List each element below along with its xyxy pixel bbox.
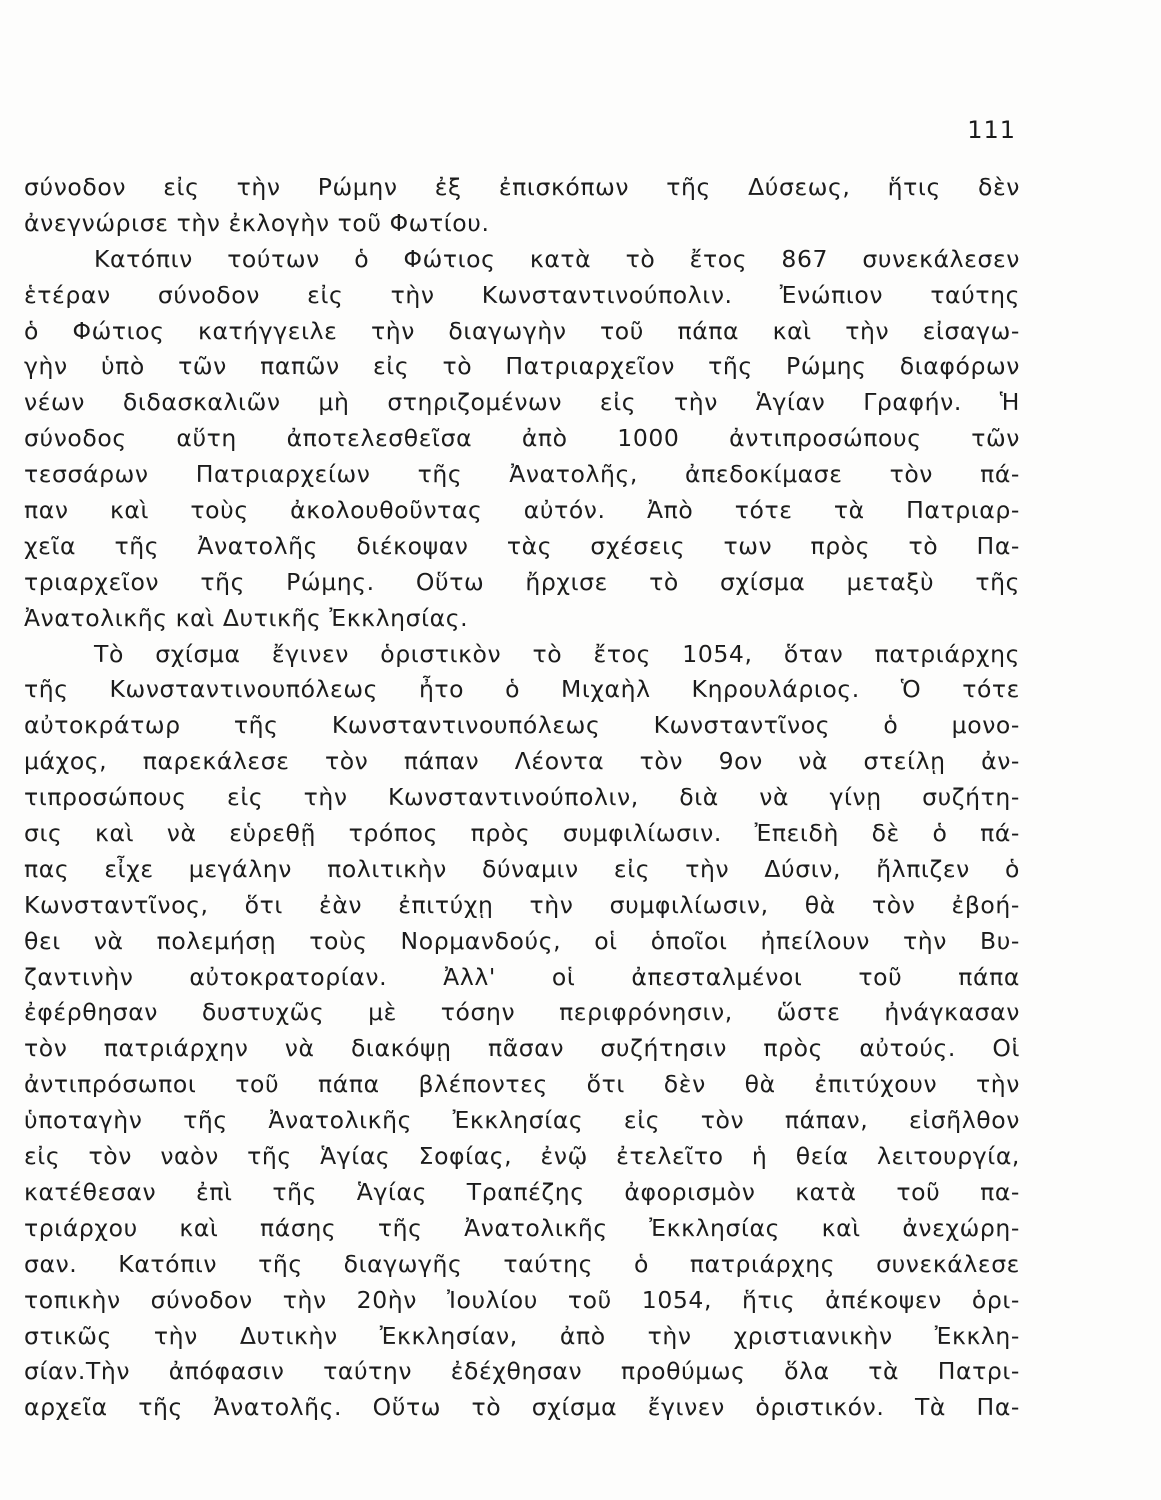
body-text <box>24 170 1020 1426</box>
text-line: τοπικὴν σύνοδον τὴν 20ὴν Ἰουλίου τοῦ 1054, ἥτις ἀπέκοψεν ὁρι- <box>24 1285 1020 1314</box>
text-line: νέων διδασκαλιῶν μὴ στηριζομένων εἰς τὴν Ἁγίαν Γραφήν. Ἡ <box>24 388 1020 417</box>
text-line: ἀντιπρόσωποι τοῦ πάπα βλέποντες ὅτι δὲν θὰ ἐπιτύχουν τὴν <box>24 1070 1020 1099</box>
text-line: εἰς τὸν ναὸν τῆς Ἁγίας Σοφίας, ἐνῷ ἐτελεῖτο ἡ θεία λειτουργία, <box>24 1142 1020 1171</box>
text-line: σαν. Κατόπιν τῆς διαγωγῆς ταύτης ὁ πατριάρχης συνεκάλεσε <box>24 1249 1020 1278</box>
text-line: γὴν ὑπὸ τῶν παπῶν εἰς τὸ Πατριαρχεῖον τῆς Ρώμης διαφόρων <box>24 352 1020 381</box>
text-line: σις καὶ νὰ εὑρεθῇ τρόπος πρὸς συμφιλίωσιν. Ἐπειδὴ δὲ ὁ πά- <box>24 819 1020 848</box>
text-line: κατέθεσαν ἐπὶ τῆς Ἁγίας Τραπέζης ἀφορισμὸν κατὰ τοῦ πα- <box>24 1177 1020 1206</box>
text-line: τριαρχεῖον τῆς Ρώμης. Οὕτω ἤρχισε τὸ σχίσμα μεταξὺ τῆς <box>24 567 1020 596</box>
text-line: μάχος, παρεκάλεσε τὸν πάπαν Λέοντα τὸν 9ον νὰ στείλῃ ἀν- <box>24 747 1020 776</box>
text-line: αρχεῖα τῆς Ἀνατολῆς. Οὕτω τὸ σχίσμα ἔγινεν ὁριστικόν. Τὰ Πα- <box>24 1393 1020 1422</box>
text-line: ὑποταγὴν τῆς Ἀνατολικῆς Ἐκκλησίας εἰς τὸν πάπαν, εἰσῆλθον <box>24 1106 1020 1135</box>
text-line: σύνοδος αὕτη ἀποτελεσθεῖσα ἀπὸ 1000 ἀντιπροσώπους τῶν <box>24 424 1020 453</box>
text-line: τριάρχου καὶ πάσης τῆς Ἀνατολικῆς Ἐκκλησίας καὶ ἀνεχώρη- <box>24 1213 1020 1242</box>
text-line: ἐφέρθησαν δυστυχῶς μὲ τόσην περιφρόνησιν, ὥστε ἠνάγκασαν <box>24 998 1020 1027</box>
text-line: ὁ Φώτιος κατήγγειλε τὴν διαγωγὴν τοῦ πάπα καὶ τὴν εἰσαγω- <box>24 316 1020 345</box>
text-line: χεῖα τῆς Ἀνατολῆς διέκοψαν τὰς σχέσεις των πρὸς τὸ Πα- <box>24 531 1020 560</box>
text-line: ἑτέραν σύνοδον εἰς τὴν Κωνσταντινούπολιν. Ἐνώπιον ταύτης <box>24 280 1020 309</box>
text-line: ζαντινὴν αὐτοκρατορίαν. Ἀλλ' οἱ ἀπεσταλμένοι τοῦ πάπα <box>24 962 1020 991</box>
text-line: ἀνεγνώρισε τὴν ἐκλογὴν τοῦ Φωτίου. <box>24 208 490 237</box>
text-line: Ἀνατολικῆς καὶ Δυτικῆς Ἐκκλησίας. <box>24 603 469 632</box>
text-line: πας εἶχε μεγάλην πολιτικὴν δύναμιν εἰς τὴν Δύσιν, ἤλπιζεν ὁ <box>24 854 1020 883</box>
text-line: θει νὰ πολεμήσῃ τοὺς Νορμανδούς, οἱ ὁποῖοι ἠπείλουν τὴν Βυ- <box>24 926 1020 955</box>
text-line: σύνοδον εἰς τὴν Ρώμην ἐξ ἐπισκόπων τῆς Δύσεως, ἥτις δὲν <box>24 173 1020 201</box>
text-line: τεσσάρων Πατριαρχείων τῆς Ἀνατολῆς, ἀπεδοκίμασε τὸν πά- <box>24 460 1020 489</box>
text-line: τιπροσώπους εἰς τὴν Κωνσταντινούπολιν, διὰ νὰ γίνῃ συζήτη- <box>24 783 1020 812</box>
page-number: 111 <box>967 116 1016 144</box>
text-line: Τὸ σχίσμα ἔγινεν ὁριστικὸν τὸ ἔτος 1054, ὅταν πατριάρχης <box>94 639 1020 668</box>
text-line: παν καὶ τοὺς ἀκολουθοῦντας αὐτόν. Ἀπὸ τότε τὰ Πατριαρ- <box>24 496 1020 525</box>
text-line: Κατόπιν τούτων ὁ Φώτιος κατὰ τὸ ἔτος 867 συνεκάλεσεν <box>94 244 1020 273</box>
text-line: στικῶς τὴν Δυτικὴν Ἐκκλησίαν, ἀπὸ τὴν χριστιανικὴν Ἐκκλη- <box>24 1321 1020 1350</box>
text-line: αὐτοκράτωρ τῆς Κωνσταντινουπόλεως Κωνσταντῖνος ὁ μονο- <box>24 711 1020 740</box>
text-line: σίαν.Τὴν ἀπόφασιν ταύτην ἐδέχθησαν προθύμως ὅλα τὰ Πατρι- <box>24 1357 1020 1386</box>
text-line: Κωνσταντῖνος, ὅτι ἐὰν ἐπιτύχῃ τὴν συμφιλίωσιν, θὰ τὸν ἐβοή- <box>24 890 1020 919</box>
text-line: τὸν πατριάρχην νὰ διακόψῃ πᾶσαν συζήτησιν πρὸς αὐτούς. Οἱ <box>24 1034 1020 1063</box>
text-line: τῆς Κωνσταντινουπόλεως ἦτο ὁ Μιχαὴλ Κηρουλάριος. Ὁ τότε <box>24 675 1020 704</box>
